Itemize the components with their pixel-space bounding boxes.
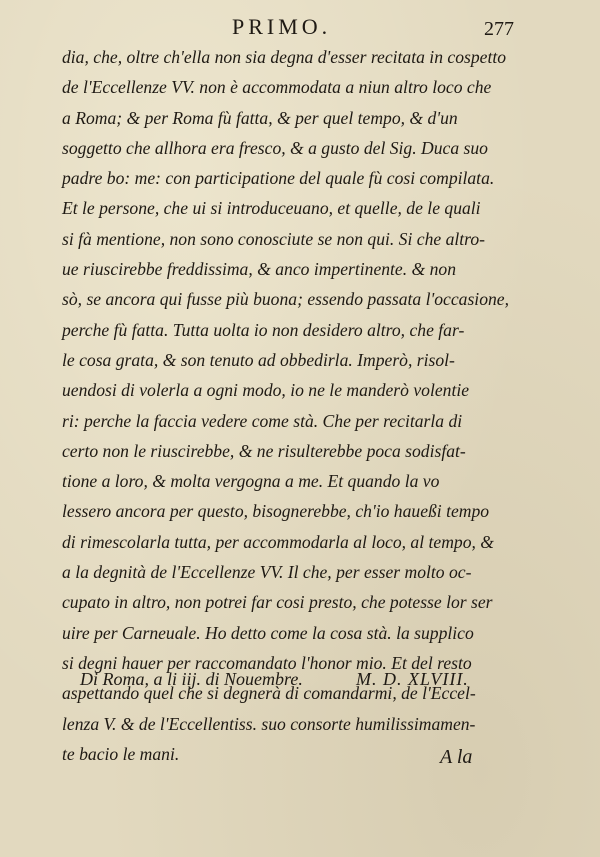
page-header: [0, 14, 600, 42]
text-line: lessero ancora per questo, bisognerebbe, ch'io haueßi tempo: [62, 501, 490, 522]
page-number: 277: [484, 18, 514, 40]
dateline-place: Di Roma, a li iij. di Nouembre.: [80, 669, 303, 689]
text-line: ue riuscirebbe freddissima, & anco impertinente. & non: [62, 259, 457, 280]
text-line: te bacio le mani.: [62, 743, 180, 764]
text-line: Et le persone, che ui si introduceuano, et quelle, de le quali: [62, 198, 481, 219]
text-line: tione a loro, & molta vergogna a me. Et quando la vo: [62, 471, 440, 492]
text-line: di rimescolarla tutta, per accommodarla al loco, al tempo, &: [62, 531, 494, 552]
text-line: si fà mentione, non sono conosciute se non qui. Si che altro-: [62, 228, 486, 249]
dateline-year: M. D. XLVIII.: [356, 669, 469, 689]
text-line: uendosi di volerla a ogni modo, io ne le manderò volentie: [62, 380, 470, 401]
text-line: uire per Carneuale. Ho detto come la cosa stà. la supplico: [62, 622, 474, 643]
text-line: aspettando quel che si degnerà di comandarmi, de l'Eccel-: [62, 683, 476, 704]
text-line: soggetto che allhora era fresco, & a gusto del Sig. Duca suo: [62, 137, 488, 158]
running-head: PRIMO.: [232, 14, 332, 39]
text-line: a la degnità de l'Eccellenze VV. Il che, per esser molto oc-: [62, 562, 472, 583]
text-line: cupato in altro, non potrei far cosi presto, che potesse lor ser: [62, 592, 493, 613]
text-line: dia, che, oltre ch'ella non sia degna d'esser recitata in cospetto: [62, 47, 507, 67]
text-line: ri: perche la faccia vedere come stà. Che per recitarla di: [62, 410, 463, 431]
letter-body: [62, 42, 540, 769]
text-line: padre bo: me: con participatione del quale fù cosi compilata.: [62, 168, 495, 189]
text-line: le cosa grata, & son tenuto ad obbedirla. Imperò, risol-: [62, 349, 455, 370]
text-line: lenza V. & de l'Eccellentiss. suo consorte humilissimamen-: [62, 713, 476, 734]
catchword: A la: [440, 746, 473, 768]
text-line: de l'Eccellenze VV. non è accommodata a niun altro loco che: [62, 77, 492, 98]
text-line: perche fù fatta. Tutta uolta io non desidero altro, che far-: [62, 319, 465, 340]
text-line: sò, se ancora qui fusse più buona; essendo passata l'occasione,: [62, 289, 509, 310]
text-line: si degni hauer per raccomandato l'honor mio. Et del resto: [62, 652, 472, 673]
text-line: a Roma; & per Roma fù fatta, & per quel tempo, & d'un: [62, 107, 458, 128]
text-line: certo non le riuscirebbe, & ne risulterebbe poca sodisfat-: [62, 440, 466, 461]
